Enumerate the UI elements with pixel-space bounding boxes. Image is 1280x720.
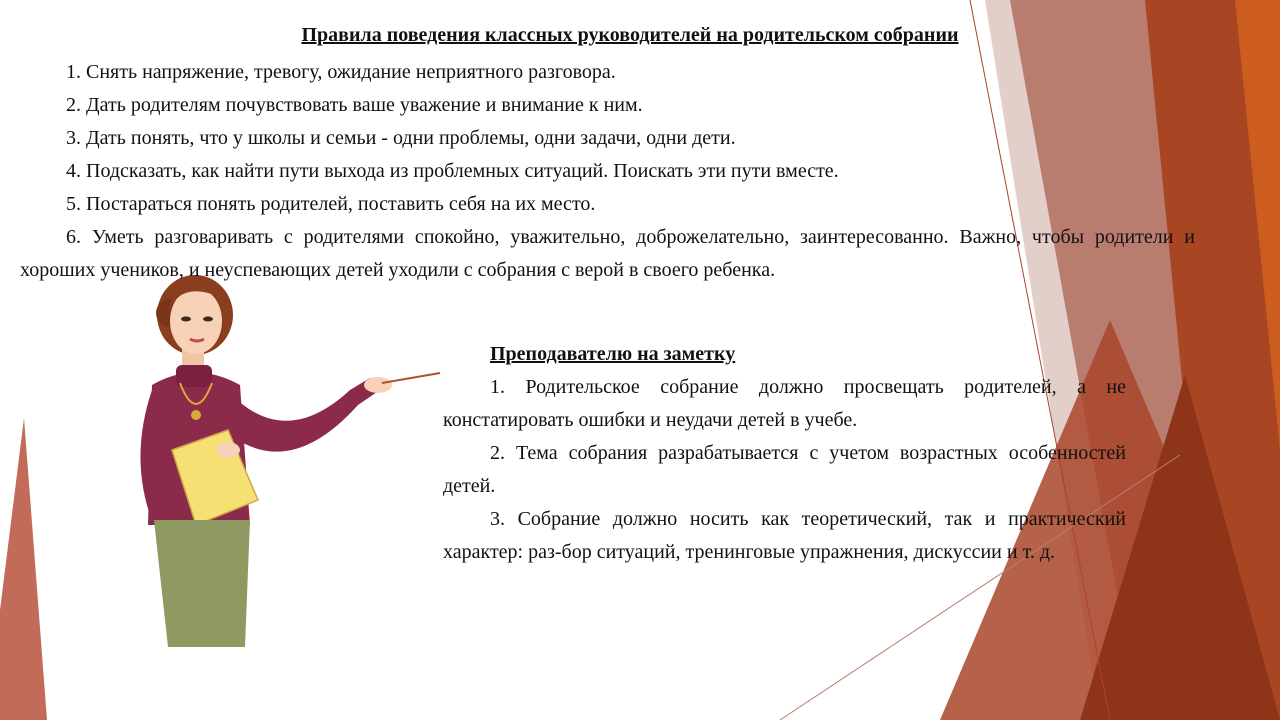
note-item: 3. Собрание должно носить как теоретический, так и практический характер: раз-бор ситуаций, тренинговые упражнения, дискуссии и т. д.	[443, 508, 1126, 563]
rule-item: 5. Постараться понять родителей, поставить себя на их место.	[66, 193, 596, 215]
note-list	[443, 371, 1126, 569]
rules-list	[20, 56, 1195, 287]
rule-item: 2. Дать родителям почувствовать ваше уважение и внимание к ним.	[66, 94, 643, 116]
rule-item: 4. Подсказать, как найти пути выхода из проблемных ситуаций. Поискать эти пути вместе.	[66, 160, 839, 182]
note-heading: Преподавателю на заметку	[490, 343, 736, 365]
page-title: Правила поведения классных руководителей на родительском собрании	[301, 24, 959, 46]
rule-item: 3. Дать понять, что у школы и семьи - одни проблемы, одни задачи, одни дети.	[66, 127, 736, 149]
note-item: 1. Родительское собрание должно просвещать родителей, а не констатировать ошибки и неудачи детей в учебе.	[443, 376, 1126, 431]
rule-item: 1. Снять напряжение, тревогу, ожидание неприятного разговора.	[66, 61, 616, 83]
note-item: 2. Тема собрания разрабатывается с учетом возрастных особенностей детей.	[443, 442, 1126, 497]
rule-item: 6. Уметь разговаривать с родителями спокойно, уважительно, доброжелательно, заинтересованно. Важно, чтобы родители и хороших учеников, и неуспевающих детей уходили с собрания с верой в своего ребенка.	[20, 226, 1195, 281]
